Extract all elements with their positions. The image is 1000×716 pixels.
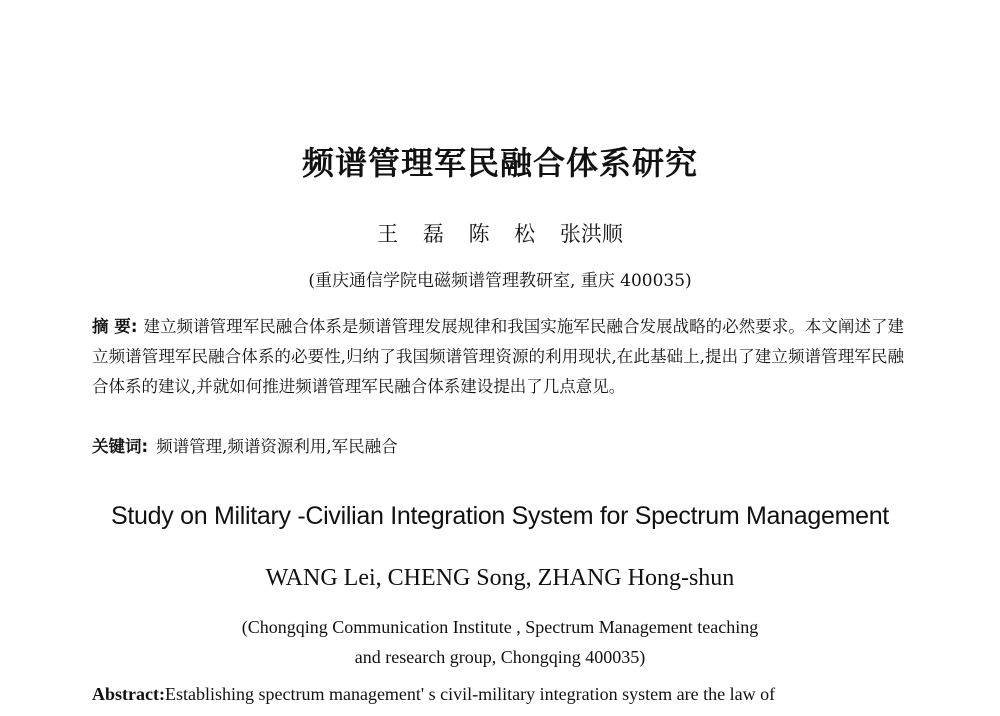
chinese-keywords bbox=[92, 432, 904, 462]
english-abstract bbox=[92, 684, 904, 705]
english-abstract-text: Establishing spectrum management' s civil-military integration system are the law of bbox=[164, 684, 776, 704]
english-abstract-label: Abstract: bbox=[92, 684, 165, 704]
chinese-keywords-label: 关键词: bbox=[92, 437, 149, 456]
english-title: Study on Military -Civilian Integration System for Spectrum Management bbox=[111, 502, 889, 530]
chinese-abstract-text: 建立频谱管理军民融合体系是频谱管理发展规律和我国实施军民融合发展战略的必然要求。本文阐述了建立频谱管理军民融合体系的必要性,归纳了我国频谱管理资源的利用现状,在此基础上,提出了建立频谱管理军民融合体系的建议,并就如何推进频谱管理军民融合体系建设提出了几点意见。 bbox=[92, 317, 905, 396]
chinese-authors: 王 磊 陈 松 张洪顺 bbox=[377, 222, 623, 246]
chinese-affiliation: (重庆通信学院电磁频谱管理教研室, 重庆 400035) bbox=[308, 271, 692, 291]
chinese-abstract-label: 摘 要: bbox=[92, 317, 138, 336]
english-affiliation bbox=[0, 612, 1000, 672]
chinese-title: 频谱管理军民融合体系研究 bbox=[301, 144, 698, 182]
chinese-keywords-text: 频谱管理,频谱资源利用,军民融合 bbox=[156, 437, 398, 456]
english-affiliation-line2: and research group, Chongqing 400035) bbox=[354, 647, 646, 667]
english-affiliation-line1: (Chongqing Communication Institute , Spectrum Management teaching bbox=[241, 617, 759, 637]
chinese-abstract bbox=[92, 312, 904, 402]
english-authors: WANG Lei, CHENG Song, ZHANG Hong-shun bbox=[265, 565, 735, 591]
